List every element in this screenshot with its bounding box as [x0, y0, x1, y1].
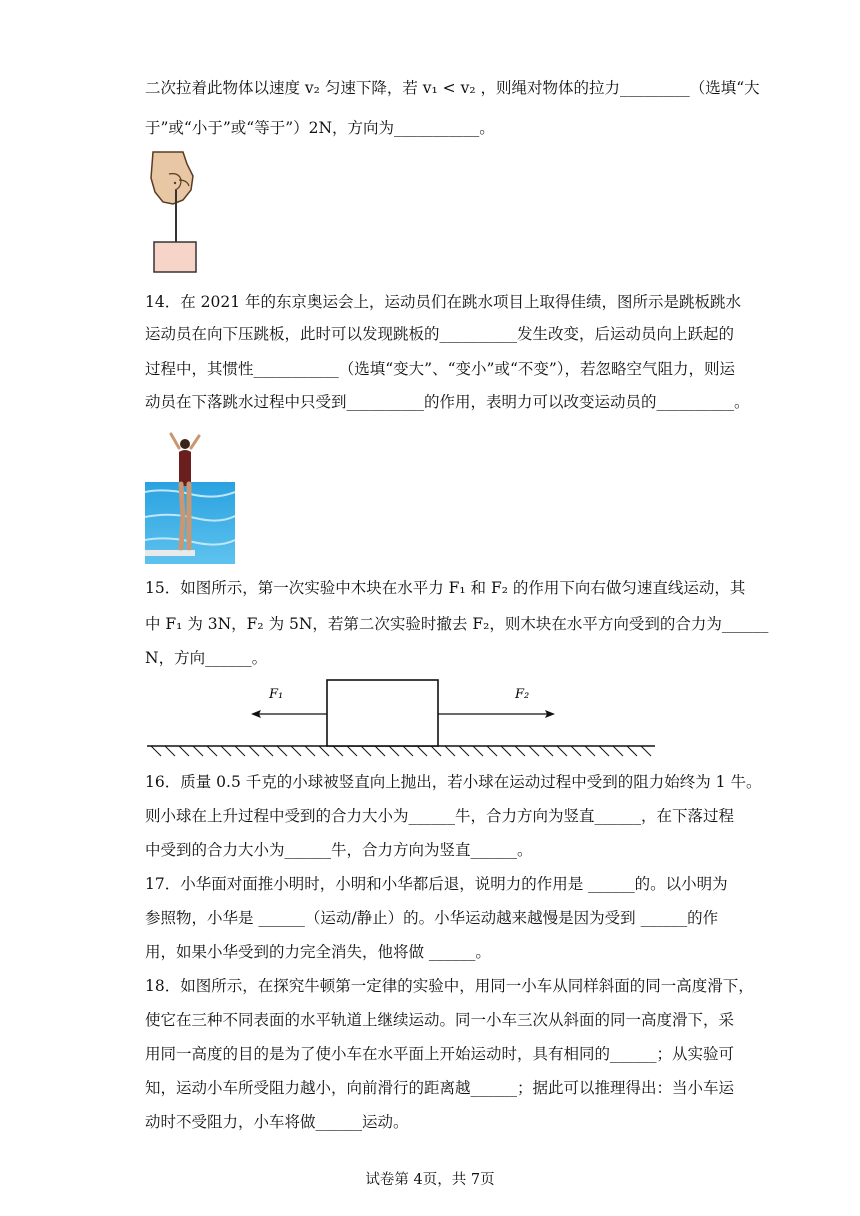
question-13-line-2: 于”或“小于”或“等于”）2N，方向为___________。 [145, 119, 495, 137]
diver-photo [145, 422, 235, 564]
question-17-line-3: 用，如果小华受到的力完全消失，他将做 ______。 [145, 943, 491, 961]
f1-arrow [251, 710, 327, 718]
f2-label: F₂ [515, 687, 530, 702]
question-15-line-1: 15．如图所示，第一次实验中木块在水平力 F₁ 和 F₂ 的作用下向右做匀速直线运动，其 [145, 579, 746, 597]
ground-hatching [151, 746, 651, 756]
question-18-line-1: 18．如图所示，在探究牛顿第一定律的实验中，用同一小车从同样斜面的同一高度滑下， [145, 977, 754, 995]
question-18-line-2: 使它在三种不同表面的水平轨道上继续运动。同一小车三次从斜面的同一高度滑下，采 [145, 1011, 735, 1029]
question-14-line-1: 14．在 2021 年的东京奥运会上，运动员们在跳水项目上取得佳绩，图所示是跳板跳水 [145, 293, 742, 311]
question-16-line-2: 则小球在上升过程中受到的合力大小为______牛，合力方向为竖直______，在下落过程 [145, 807, 735, 825]
forces-block-figure [145, 676, 657, 758]
question-14-line-4: 动员在下落跳水过程中只受到__________的作用，表明力可以改变运动员的__________。 [145, 393, 750, 411]
question-14-line-3: 过程中，其惯性___________（选填“变大”、“变小”或“不变”），若忽略空气阻力，则运 [145, 360, 736, 378]
f1-label: F₁ [269, 687, 284, 702]
question-17-line-1: 17．小华面对面推小明时，小明和小华都后退，说明力的作用是 ______的。以小明为 [145, 875, 728, 893]
question-17-line-2: 参照物，小华是 ______（运动/静止）的。小华运动越来越慢是因为受到 ______的作 [145, 909, 719, 927]
wood-block [327, 680, 438, 746]
diving-board [145, 550, 195, 556]
question-15-line-2: 中 F₁ 为 3N，F₂ 为 5N，若第二次实验时撤去 F₂，则木块在水平方向受到的合力为______ [145, 615, 769, 633]
question-16-line-3: 中受到的合力大小为______牛，合力方向为竖直______。 [145, 841, 533, 859]
page-footer: 试卷第 4页，共 7页 [365, 1172, 495, 1188]
hand-rope-block-figure [145, 150, 205, 274]
hand-icon [151, 152, 193, 204]
block [154, 242, 196, 272]
f2-arrow [438, 710, 555, 718]
question-16-line-1: 16．质量 0.5 千克的小球被竖直向上抛出，若小球在运动过程中受到的阻力始终为 1 牛。 [145, 773, 762, 791]
question-18-line-3: 用同一高度的目的是为了使小车在水平面上开始运动时，具有相同的______；从实验可 [145, 1045, 735, 1063]
question-18-line-5: 动时不受阻力，小车将做______运动。 [145, 1113, 409, 1131]
question-18-line-4: 知，运动小车所受阻力越小，向前滑行的距离越______；据此可以推理得出：当小车运 [145, 1079, 735, 1097]
question-13-line-1: 二次拉着此物体以速度 v₂ 匀速下降，若 v₁ < v₂ ，则绳对物体的拉力_________（选填“大 [145, 79, 760, 97]
question-14-line-2: 运动员在向下压跳板，此时可以发现跳板的__________发生改变，后运动员向上跃起的 [145, 325, 735, 343]
question-15-line-3: N，方向______。 [145, 649, 268, 667]
